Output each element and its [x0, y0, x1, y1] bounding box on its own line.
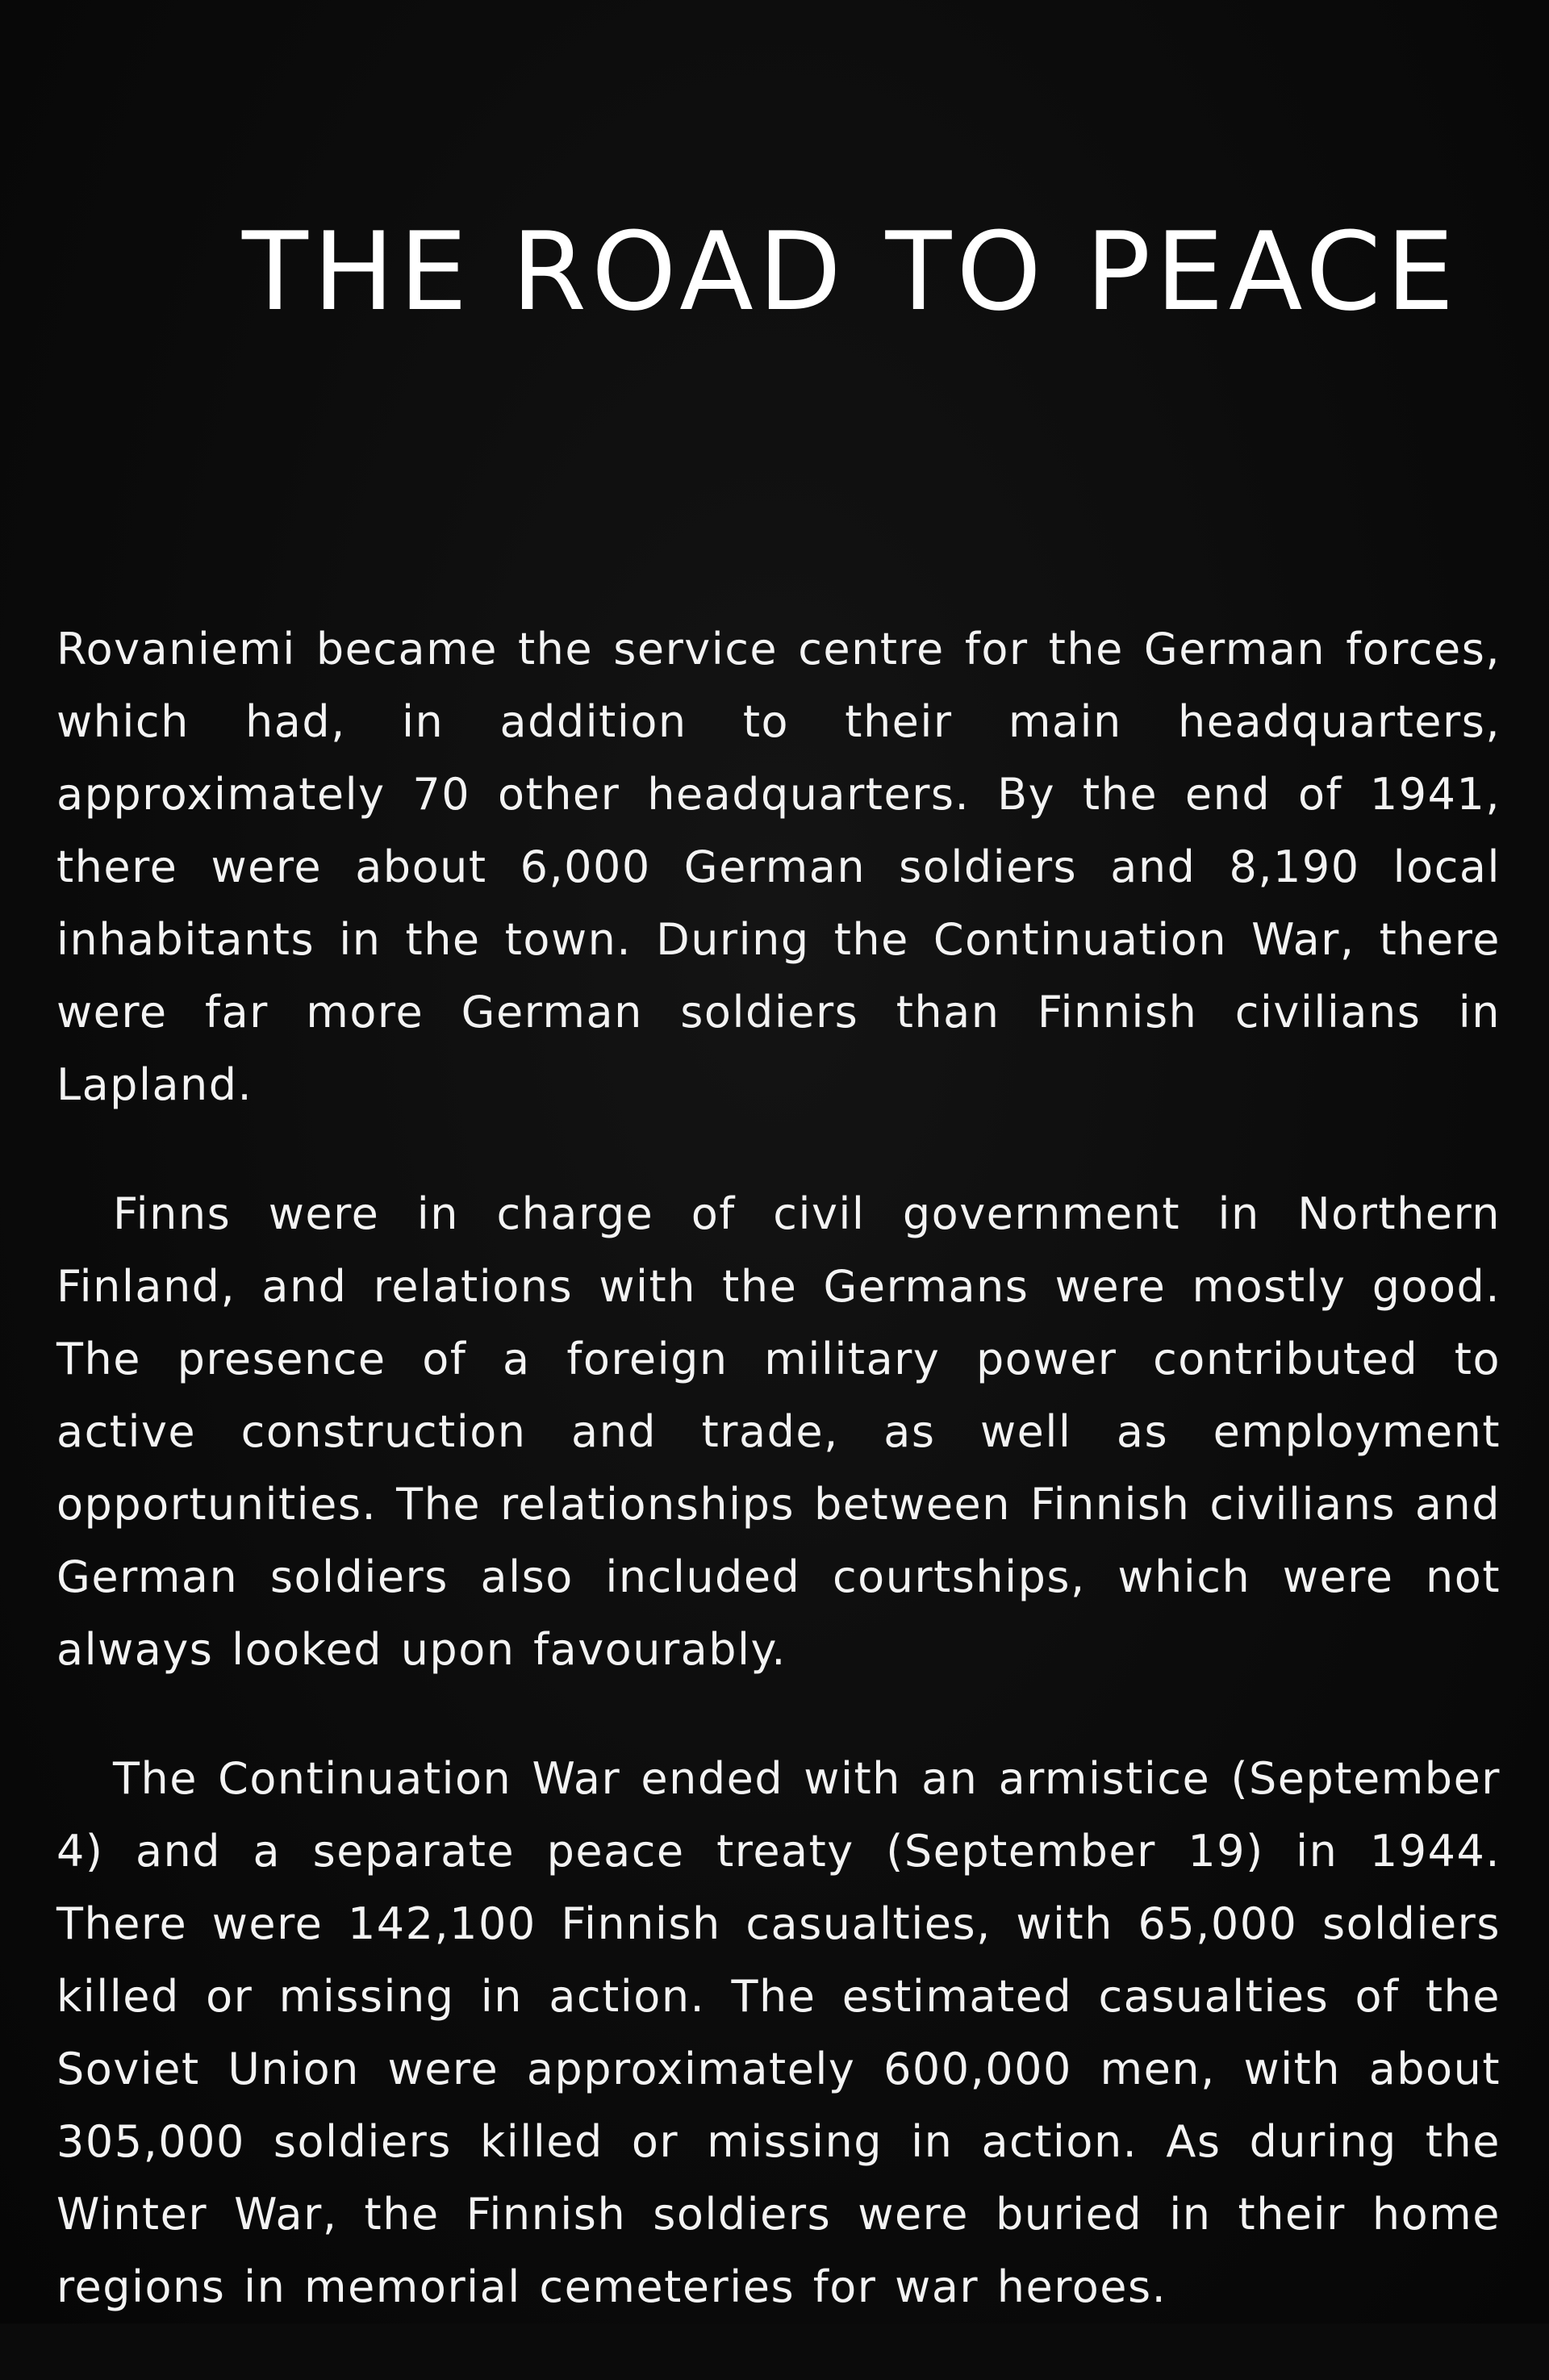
paragraph-rovaniemi-service-centre: Rovaniemi became the service centre for the German forces, which had, in addition to their main headquarters, approximately 70 other headquarters. By the end of 1941, there were about 6,000 German soldiers and 8,190 local inhabitants in the town. During the Continuation War, there were far more German soldiers than Finnish civilians in Lapland. — [56, 624, 1501, 1110]
sign-body — [56, 613, 1501, 2380]
sign-title: THE ROAD TO PEACE — [242, 209, 1459, 335]
paragraph-civil-government: Finns were in charge of civil government in Northern Finland, and relations with the Germans were mostly good. The presence of a foreign military power contributed to active construction and trade, as well as employment opportunities. The relationships between Finnish civilians and German soldiers also included courtships, which were not always looked upon favourably. — [56, 1188, 1501, 1675]
paragraph-continuation-war-end: The Continuation War ended with an armistice (September 4) and a separate peace treaty (September 19) in 1944. There were 142,100 Finnish casualties, with 65,000 soldiers killed or missing in action. The estimated casualties of the Soviet Union were approximately 600,000 men, with about 305,000 soldiers killed or missing in action. As during the Winter War, the Finnish soldiers were buried in their home regions in memorial cemeteries for war heroes. — [56, 1753, 1501, 2312]
